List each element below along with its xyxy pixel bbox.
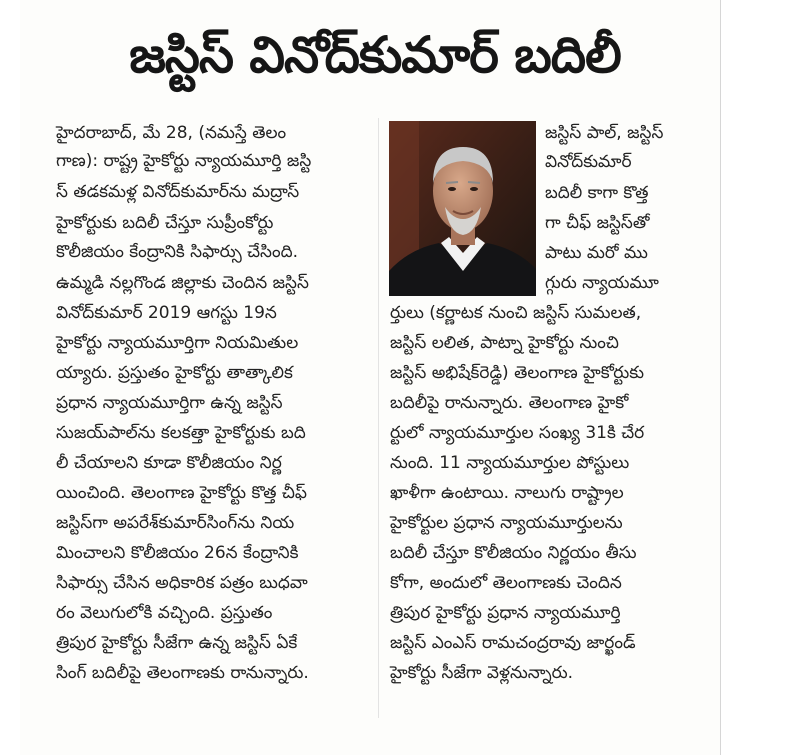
judge-portrait-photo — [389, 121, 536, 296]
column2-line-2: వినోద్‌కుమార్ — [545, 152, 632, 172]
column2-line-11: ర్టులో న్యాయమూర్తుల సంఖ్య 31కి చేర — [390, 423, 645, 443]
column2-line-16: కోగా, అందులో తెలంగాణకు చెందిన — [390, 573, 622, 593]
column2-line-18: జస్టిస్ ఎంఎస్ రామచంద్రరావు జార్ఖండ్ — [390, 633, 636, 653]
portrait-illustration — [389, 121, 536, 296]
column1-line-19: సింగ్ బదిలీపై తెలంగాణకు రానున్నారు. — [56, 663, 309, 683]
column1-line-16: సిఫార్సు చేసిన అధికారిక పత్రం బుధవా — [56, 573, 308, 593]
column1-line-14: జస్టిస్‌గా అపరేశ్‌కుమార్‌సింగ్‌ను నియ — [56, 513, 295, 533]
column1-line-12: లీ చేయాలని కూడా కొలీజియం నిర్ణ — [56, 453, 282, 473]
column1-line-11: సుజయ్‌పాల్‌ను కలకత్తా హైకోర్టుకు బది — [56, 423, 306, 443]
column2-line-4: గా చీఫ్ జస్టిస్‌తో — [545, 213, 650, 233]
column2-line-15: బదిలీ చేస్తూ కొలీజియం నిర్ణయం తీసు — [390, 543, 637, 563]
column2-line-8: జస్టిస్ లలిత, పాట్నా హైకోర్టు నుంచి — [390, 333, 619, 353]
column1-line-4: హైకోర్టుకు బదిలీ చేస్తూ సుప్రీంకోర్టు — [56, 213, 274, 233]
column1-line-7: వినోద్‌కుమార్ 2019 ఆగస్టు 19న — [56, 303, 277, 323]
column2-line-3: బదిలీ కాగా కొత్త — [545, 183, 649, 203]
column2-line-5: పాటు మరో ము — [545, 243, 648, 263]
column2-line-17: త్రిపుర హైకోర్టు ప్రధాన న్యాయమూర్తి — [390, 603, 621, 623]
column1-line-10: ప్రధాన న్యాయమూర్తిగా ఉన్న జస్టిస్ — [56, 393, 283, 413]
column1-line-8: హైకోర్టు న్యాయమూర్తిగా నియమితుల — [56, 333, 299, 353]
column1-line-17: రం వెలుగులోకి వచ్చింది. ప్రస్తుతం — [56, 603, 273, 623]
column1-line-6: ఉమ్మడి నల్లగొండ జిల్లాకు చెందిన జస్టిస్ — [56, 273, 309, 293]
column2-line-9: జస్టిస్ అభిషేక్‌రెడ్డి) తెలంగాణ హైకోర్టుకు — [390, 363, 644, 383]
column1-line-13: యించింది. తెలంగాణ హైకోర్టు కొత్త చీఫ్ — [56, 483, 307, 503]
column1-line-3: స్ తడకమళ్ల వినోద్‌కుమార్‌ను మద్రాస్ — [56, 182, 300, 202]
column2-line-7: ర్తులు (కర్ణాటక నుంచి జస్టిస్ సుమలత, — [390, 303, 642, 323]
column1-line-15: మించాలని కొలీజియం 26న కేంద్రానికి — [56, 543, 299, 563]
column2-line-1: జస్టిస్ పాల్, జస్టిస్ — [545, 123, 664, 143]
column2-line-6: గ్గురు న్యాయమూ — [545, 273, 659, 293]
column-divider — [378, 118, 379, 718]
column2-line-14: హైకోర్టుల ప్రధాన న్యాయమూర్తులను — [390, 513, 623, 533]
column2-line-10: బదిలీపై రానున్నారు. తెలంగాణ హైకో — [390, 393, 629, 413]
column2-line-12: నుంది. 11 న్యాయమూర్తుల పోస్టులు — [390, 453, 630, 473]
column1-line-2: గాణ): రాష్ట్ర హైకోర్టు న్యాయమూర్తి జస్టి — [56, 151, 312, 171]
column2-line-19: హైకోర్టు సీజేగా వెళ్లనున్నారు. — [390, 663, 574, 683]
column1-line-18: త్రిపుర హైకోర్టు సీజేగా ఉన్న జస్టిస్ ఏకే — [56, 633, 298, 653]
column1-line-1: హైదరాబాద్, మే 28, (నమస్తే తెలం — [56, 123, 287, 143]
column1-line-9: య్యారు. ప్రస్తుతం హైకోర్టు తాత్కాలిక — [56, 363, 293, 383]
column2-line-13: ఖాళీగా ఉంటాయి. నాలుగు రాష్ట్రాల — [390, 483, 624, 503]
headline: జస్టిస్ వినోద్‌కుమార్ బదిలీ — [129, 26, 621, 84]
column1-line-5: కొలీజియం కేంద్రానికి సిఫార్సు చేసింది. — [56, 242, 299, 262]
